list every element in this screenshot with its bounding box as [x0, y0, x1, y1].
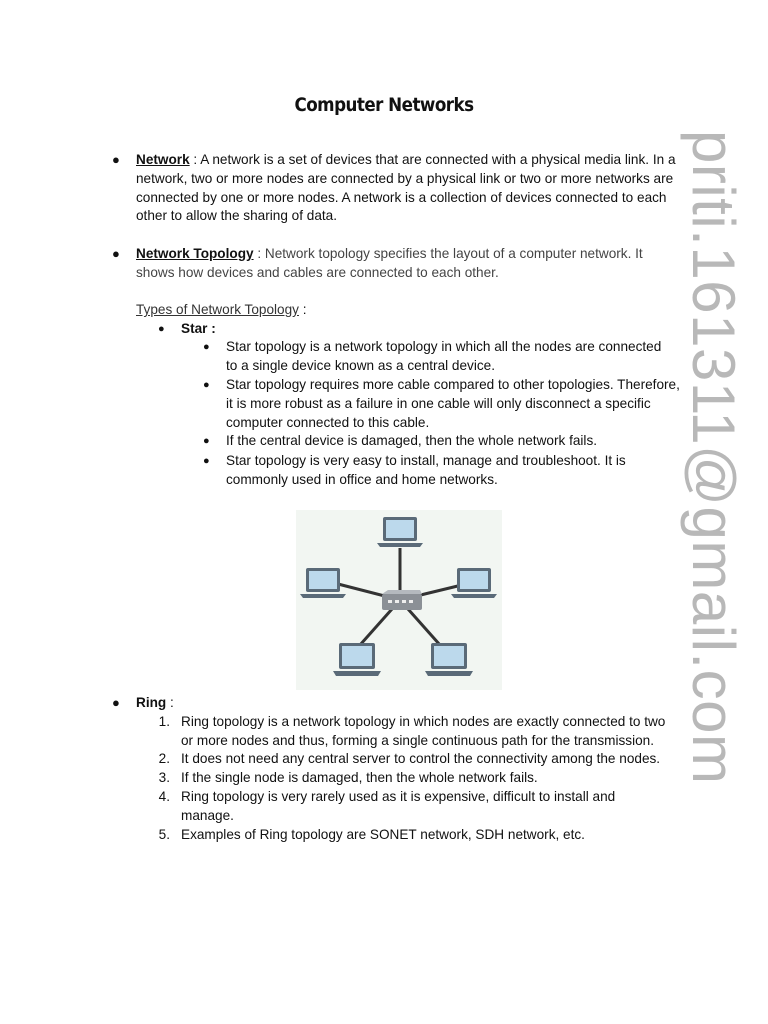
star-point: If the central device is damaged, then the whole network fails.	[226, 433, 598, 448]
bullet-icon: ●	[112, 695, 120, 710]
list-number: 5.	[158, 827, 170, 842]
list-number: 3.	[158, 770, 170, 785]
network-label: Network	[136, 152, 190, 167]
topology-label: Network Topology	[136, 246, 254, 261]
ring-point: Ring topology is very rarely used as it is expensive, difficult to install and manage.	[181, 789, 616, 823]
ring-point: If the single node is damaged, then the whole network fails.	[181, 770, 538, 785]
bullet-icon: ●	[203, 455, 210, 467]
bullet-icon: ●	[158, 323, 165, 335]
bullet-icon: ●	[112, 246, 120, 261]
laptop-icon	[333, 643, 381, 676]
network-text: A network is a set of devices that are connected with a physical media link. In a network, two or more nodes are connected by a physical link or two or more networks are connected by one or more nodes. A network is a collection of devices connected to each other to allow the sharing of data.	[136, 152, 676, 224]
types-heading: Types of Network Topology :	[136, 302, 307, 317]
bullet-icon: ●	[112, 152, 120, 167]
ring-heading: Ring :	[136, 695, 174, 710]
bullet-icon: ●	[203, 341, 210, 353]
bullet-icon: ●	[203, 379, 210, 391]
topology-definition: Network Topology : Network topology specifies the layout of a computer network. It shows how devices and cables are connected to each other.	[136, 246, 643, 280]
laptop-icon	[425, 643, 473, 676]
page-title: Computer Networks	[294, 94, 474, 116]
star-point: Star topology requires more cable compared to other topologies. Therefore, it is more robust as a failure in one cable will only disconnect a specific computer connected to this cable.	[226, 377, 680, 430]
ring-label: Ring	[136, 695, 167, 710]
list-number: 1.	[158, 714, 170, 729]
email-watermark: priti.161311@gmail.com	[680, 130, 747, 785]
ring-point: Examples of Ring topology are SONET network, SDH network, etc.	[181, 827, 585, 842]
hub-icon	[382, 590, 422, 610]
star-point: Star topology is a network topology in which all the nodes are connected to a single device known as a central device.	[226, 339, 662, 373]
star-label: Star :	[181, 321, 216, 336]
ring-point: Ring topology is a network topology in which nodes are exactly connected to two or more nodes and thus, forming a single continuous path for the transmission.	[181, 714, 666, 748]
list-number: 4.	[158, 789, 170, 804]
network-definition: Network : A network is a set of devices that are connected with a physical media link. In a network, two or more nodes are connected by a physical link or two or more networks are connected by one or more nodes. A network is a collection of devices connected to each other to allow the sharing of data.	[136, 152, 676, 224]
ring-point: It does not need any central server to control the connectivity among the nodes.	[181, 751, 661, 766]
star-topology-diagram	[296, 510, 502, 690]
list-number: 2.	[158, 751, 170, 766]
bullet-icon: ●	[203, 435, 210, 447]
star-point: Star topology is very easy to install, manage and troubleshoot. It is commonly used in office and home networks.	[226, 453, 626, 487]
topology-text: Network topology specifies the layout of a computer network. It shows how devices and cables are connected to each other.	[136, 246, 643, 280]
